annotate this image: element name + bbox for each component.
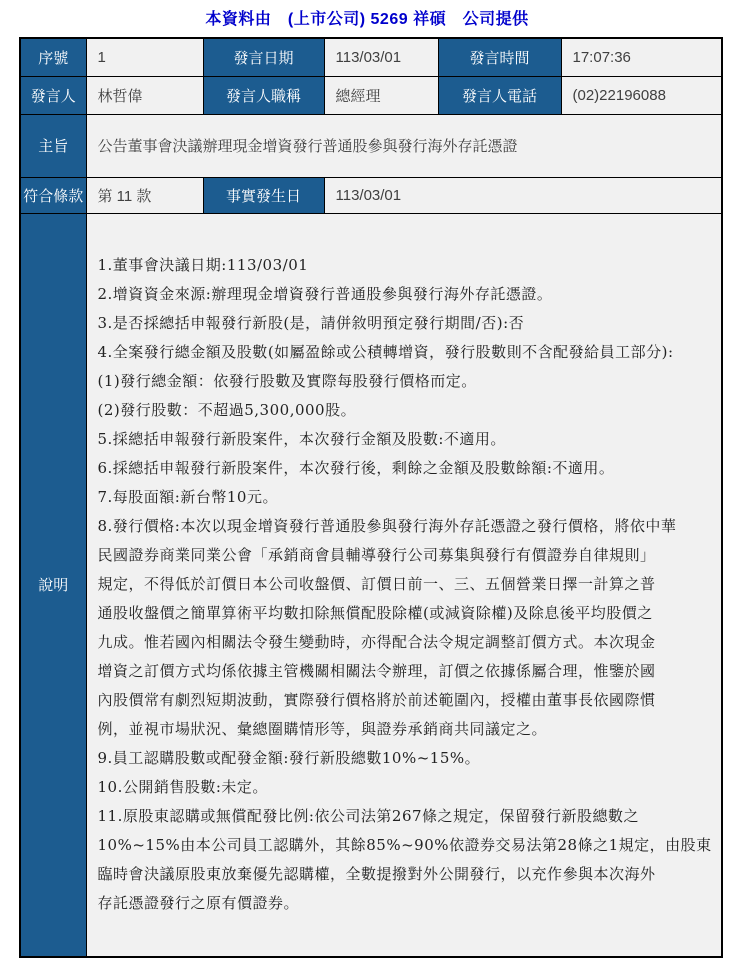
description-line: 6.採總括申報發行新股案件，本次發行後，剩餘之金額及股數餘額:不適用。 [97, 459, 615, 478]
subject-value: 公告董事會決議辦理現金增資發行普通股參與發行海外存託憑證 [86, 114, 722, 177]
serial-value: 1 [86, 38, 203, 76]
table-row [20, 213, 722, 957]
table-row [20, 114, 722, 177]
description-line: 民國證券商業同業公會「承銷商會員輔導發行公司募集與發行有價證券自律規則」 [97, 546, 656, 565]
description-line: 10%~15%由本公司員工認購外，其餘85%~90%依證券交易法第28條之1規定，由股東 [97, 836, 712, 855]
speaker-label: 發言人 [20, 76, 86, 114]
description-line: 通股收盤價之簡單算術平均數扣除無償配股除權(或減資除權)及除息後平均股價之 [97, 604, 653, 623]
provider-note: 本資料由 (上市公司) 5269 祥碩 公司提供 [205, 11, 529, 28]
description-line: 存託憑證發行之原有價證券。 [97, 894, 300, 913]
description-line: 7.每股面額:新台幣10元。 [97, 488, 278, 507]
speak-date-label: 發言日期 [203, 38, 324, 76]
description-line: 4.全案發行總金額及股數(如屬盈餘或公積轉增資，發行股數則不含配發給員工部分): [97, 343, 674, 362]
description-line: 規定，不得低於訂價日本公司收盤價、訂價日前一、三、五個營業日擇一計算之普 [97, 575, 656, 594]
description-line: 例，並視市場狀況、彙總圈購情形等，與證券承銷商共同議定之。 [97, 720, 548, 739]
clause-value: 第 11 款 [86, 177, 203, 213]
speaker-phone-label: 發言人電話 [438, 76, 561, 114]
description-line: 11.原股東認購或無償配發比例:依公司法第267條之規定，保留發行新股總數之 [97, 807, 640, 826]
table-row [20, 38, 722, 76]
speaker-value: 林哲偉 [86, 76, 203, 114]
description-line: 9.員工認購股數或配發金額:發行新股總數10%~15%。 [97, 749, 481, 768]
table-row [20, 177, 722, 213]
speak-time-value: 17:07:36 [561, 38, 722, 76]
serial-label: 序號 [20, 38, 86, 76]
description-lines [86, 213, 722, 957]
speak-date-value: 113/03/01 [324, 38, 438, 76]
clause-label: 符合條款 [20, 177, 86, 213]
announcement-table [19, 37, 723, 958]
description-line: 5.採總括申報發行新股案件，本次發行金額及股數:不適用。 [97, 430, 506, 449]
fact-date-value: 113/03/01 [324, 177, 722, 213]
description-line: 8.發行價格:本次以現金增資發行普通股參與發行海外存託憑證之發行價格，將依中華 [97, 517, 677, 536]
description-line: (2)發行股數：不超過5,300,000股。 [97, 401, 357, 420]
speaker-title-label: 發言人職稱 [203, 76, 324, 114]
description-line: 九成。惟若國內相關法令發生變動時，亦得配合法令規定調整訂價方式。本次現金 [97, 633, 656, 652]
description-label: 說明 [20, 213, 86, 957]
description-line: 內股價常有劇烈短期波動，實際發行價格將於前述範圍內，授權由董事長依國際慣 [97, 691, 656, 710]
speak-time-label: 發言時間 [438, 38, 561, 76]
description-line: 3.是否採總括申報發行新股(是，請併敘明預定發行期間/否):否 [97, 314, 525, 333]
description-line: 10.公開銷售股數:未定。 [97, 778, 268, 797]
speaker-phone-value: (02)22196088 [561, 76, 722, 114]
subject-label: 主旨 [20, 114, 86, 177]
table-row [20, 76, 722, 114]
description-line: 臨時會決議原股東放棄優先認購權，全數提撥對外公開發行，以充作參與本次海外 [97, 865, 656, 884]
description-line: 1.董事會決議日期:113/03/01 [97, 256, 309, 275]
description-line: 2.增資資金來源:辦理現金增資發行普通股參與發行海外存託憑證。 [97, 285, 553, 304]
description-line: (1)發行總金額：依發行股數及實際每股發行價格而定。 [97, 372, 477, 391]
description-line: 增資之訂價方式均係依據主管機關相關法令辦理，訂價之依據係屬合理，惟鑒於國 [97, 662, 656, 681]
speaker-title-value: 總經理 [324, 76, 438, 114]
fact-date-label: 事實發生日 [203, 177, 324, 213]
